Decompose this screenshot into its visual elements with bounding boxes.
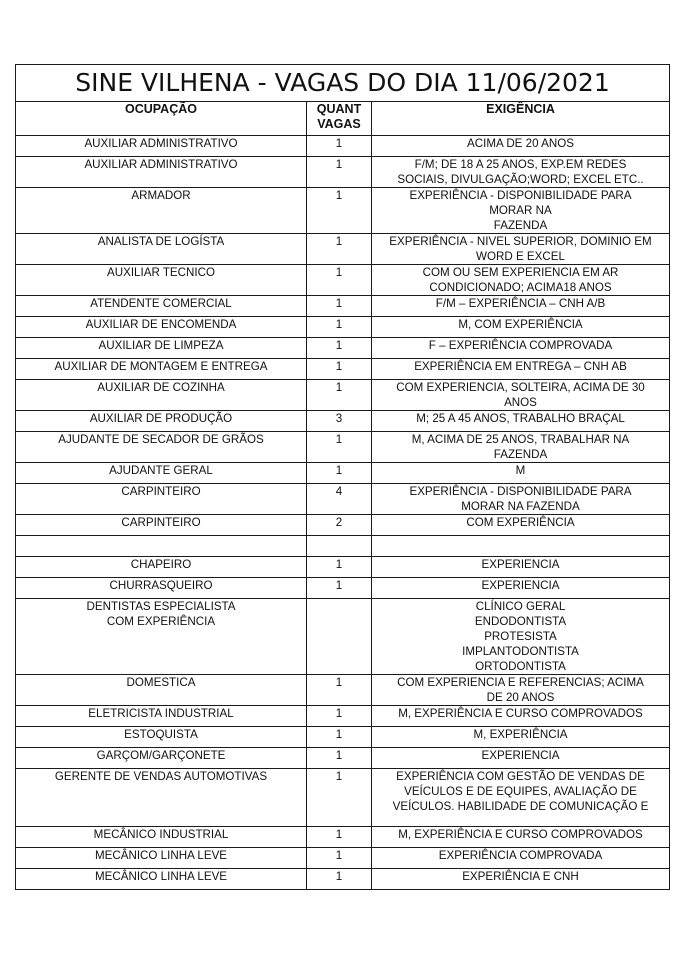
quantity-cell: 1 <box>307 136 372 157</box>
quantity-cell: 1 <box>307 557 372 578</box>
quantity-cell: 1 <box>307 157 372 188</box>
requirement-cell: M; 25 A 45 ANOS, TRABALHO BRAÇAL <box>372 411 670 432</box>
quantity-cell: 1 <box>307 578 372 599</box>
table-row <box>16 515 670 536</box>
occupation-cell: MECÂNICO INDUSTRIAL <box>16 827 307 848</box>
occupation-cell <box>16 536 307 557</box>
occupation-cell: CARPINTEIRO <box>16 484 307 515</box>
occupation-cell: CARPINTEIRO <box>16 515 307 536</box>
table-row <box>16 265 670 296</box>
table-row <box>16 157 670 188</box>
table-row <box>16 869 670 890</box>
occupation-cell: AUXILIAR DE PRODUÇÃO <box>16 411 307 432</box>
requirement-cell: EXPERIÊNCIA - DISPONIBILIDADE PARA MORAR NA FAZENDA <box>372 484 670 515</box>
requirement-cell: EXPERIENCIA <box>372 578 670 599</box>
table-row <box>16 827 670 848</box>
requirement-cell: F/M; DE 18 A 25 ANOS, EXP.EM REDES SOCIAIS, DIVULGAÇÃO;WORD; EXCEL ETC.. <box>372 157 670 188</box>
requirement-cell: M, COM EXPERIÊNCIA <box>372 317 670 338</box>
occupation-cell: AUXILIAR DE ENCOMENDA <box>16 317 307 338</box>
requirement-cell: M, EXPERIÊNCIA E CURSO COMPROVADOS <box>372 827 670 848</box>
table-row <box>16 411 670 432</box>
job-table <box>15 64 670 890</box>
occupation-cell: AJUDANTE DE SECADOR DE GRÃOS <box>16 432 307 463</box>
requirement-cell: M, EXPERIÊNCIA E CURSO COMPROVADOS <box>372 706 670 727</box>
occupation-cell: MECÂNICO LINHA LEVE <box>16 848 307 869</box>
requirement-cell: M, ACIMA DE 25 ANOS, TRABALHAR NA FAZENDA <box>372 432 670 463</box>
requirement-cell: COM EXPERIENCIA E REFERENCIAS; ACIMA DE 20 ANOS <box>372 675 670 706</box>
occupation-cell: ATENDENTE COMERCIAL <box>16 296 307 317</box>
quantity-cell: 1 <box>307 869 372 890</box>
requirement-cell: EXPERIÊNCIA - DISPONIBILIDADE PARA MORAR NA FAZENDA <box>372 188 670 234</box>
quantity-cell: 1 <box>307 380 372 411</box>
table-row <box>16 463 670 484</box>
quantity-cell: 1 <box>307 748 372 769</box>
occupation-cell: ARMADOR <box>16 188 307 234</box>
requirement-cell: EXPERIÊNCIA EM ENTREGA – CNH AB <box>372 359 670 380</box>
occupation-cell: AJUDANTE GERAL <box>16 463 307 484</box>
quantity-cell: 1 <box>307 296 372 317</box>
table-row <box>16 484 670 515</box>
requirement-cell: F/M – EXPERIÊNCIA – CNH A/B <box>372 296 670 317</box>
quantity-cell: 1 <box>307 265 372 296</box>
occupation-cell: AUXILIAR ADMINISTRATIVO <box>16 136 307 157</box>
page-title: SINE VILHENA - VAGAS DO DIA 11/06/2021 <box>16 65 670 102</box>
requirement-cell: EXPERIÊNCIA COM GESTÃO DE VENDAS DE VEÍCULOS E DE EQUIPES, AVALIAÇÃO DE VEÍCULOS. HABILIDADE DE COMUNICAÇÃO E <box>372 769 670 827</box>
occupation-cell: AUXILIAR DE MONTAGEM E ENTREGA <box>16 359 307 380</box>
quantity-cell: 4 <box>307 484 372 515</box>
requirement-cell: CLÍNICO GERAL ENDODONTISTA PROTESISTA IMPLANTODONTISTA ORTODONTISTA <box>372 599 670 675</box>
job-rows <box>16 136 670 890</box>
requirement-cell: COM EXPERIENCIA, SOLTEIRA, ACIMA DE 30 ANOS <box>372 380 670 411</box>
job-listing-sheet <box>15 64 669 890</box>
occupation-cell: GERENTE DE VENDAS AUTOMOTIVAS <box>16 769 307 827</box>
occupation-cell: GARÇOM/GARÇONETE <box>16 748 307 769</box>
requirement-cell: EXPERIENCIA <box>372 557 670 578</box>
requirement-cell: EXPERIÊNCIA COMPROVADA <box>372 848 670 869</box>
quantity-cell: 1 <box>307 463 372 484</box>
table-row <box>16 188 670 234</box>
table-row <box>16 432 670 463</box>
requirement-cell: COM EXPERIÊNCIA <box>372 515 670 536</box>
header-quantity: QUANT VAGAS <box>307 102 372 136</box>
occupation-cell: ANALISTA DE LOGÍSTA <box>16 234 307 265</box>
occupation-cell: ELETRICISTA INDUSTRIAL <box>16 706 307 727</box>
table-row <box>16 675 670 706</box>
table-row <box>16 599 670 675</box>
quantity-cell <box>307 599 372 675</box>
header-requirement: EXIGÊNCIA <box>372 102 670 136</box>
table-row <box>16 359 670 380</box>
table-row <box>16 536 670 557</box>
table-row <box>16 296 670 317</box>
requirement-cell: EXPERIENCIA <box>372 748 670 769</box>
occupation-cell: CHAPEIRO <box>16 557 307 578</box>
quantity-cell: 1 <box>307 359 372 380</box>
quantity-cell: 2 <box>307 515 372 536</box>
occupation-cell: AUXILIAR TECNICO <box>16 265 307 296</box>
header-occupation: OCUPAÇÃO <box>16 102 307 136</box>
quantity-cell: 1 <box>307 338 372 359</box>
requirement-cell <box>372 536 670 557</box>
table-row <box>16 317 670 338</box>
quantity-cell: 1 <box>307 234 372 265</box>
occupation-cell: ESTOQUISTA <box>16 727 307 748</box>
occupation-cell: CHURRASQUEIRO <box>16 578 307 599</box>
table-row <box>16 848 670 869</box>
table-row <box>16 338 670 359</box>
quantity-cell: 3 <box>307 411 372 432</box>
quantity-cell: 1 <box>307 769 372 827</box>
occupation-cell: DENTISTAS ESPECIALISTA COM EXPERIÊNCIA <box>16 599 307 675</box>
occupation-cell: AUXILIAR ADMINISTRATIVO <box>16 157 307 188</box>
table-row <box>16 727 670 748</box>
quantity-cell: 1 <box>307 706 372 727</box>
quantity-cell: 1 <box>307 727 372 748</box>
table-row <box>16 234 670 265</box>
table-row <box>16 748 670 769</box>
table-row <box>16 578 670 599</box>
requirement-cell: EXPERIÊNCIA - NIVEL SUPERIOR, DOMINIO EM WORD E EXCEL <box>372 234 670 265</box>
quantity-cell: 1 <box>307 675 372 706</box>
requirement-cell: EXPERIÊNCIA E CNH <box>372 869 670 890</box>
quantity-cell: 1 <box>307 827 372 848</box>
quantity-cell <box>307 536 372 557</box>
table-row <box>16 557 670 578</box>
requirement-cell: M <box>372 463 670 484</box>
quantity-cell: 1 <box>307 432 372 463</box>
requirement-cell: ACIMA DE 20 ANOS <box>372 136 670 157</box>
occupation-cell: DOMESTICA <box>16 675 307 706</box>
table-row <box>16 380 670 411</box>
requirement-cell: M, EXPERIÊNCIA <box>372 727 670 748</box>
table-row <box>16 769 670 827</box>
occupation-cell: AUXILIAR DE COZINHA <box>16 380 307 411</box>
requirement-cell: COM OU SEM EXPERIENCIA EM AR CONDICIONADO; ACIMA18 ANOS <box>372 265 670 296</box>
quantity-cell: 1 <box>307 188 372 234</box>
table-row <box>16 136 670 157</box>
quantity-cell: 1 <box>307 848 372 869</box>
table-row <box>16 706 670 727</box>
requirement-cell: F – EXPERIÊNCIA COMPROVADA <box>372 338 670 359</box>
occupation-cell: MECÂNICO LINHA LEVE <box>16 869 307 890</box>
quantity-cell: 1 <box>307 317 372 338</box>
occupation-cell: AUXILIAR DE LIMPEZA <box>16 338 307 359</box>
